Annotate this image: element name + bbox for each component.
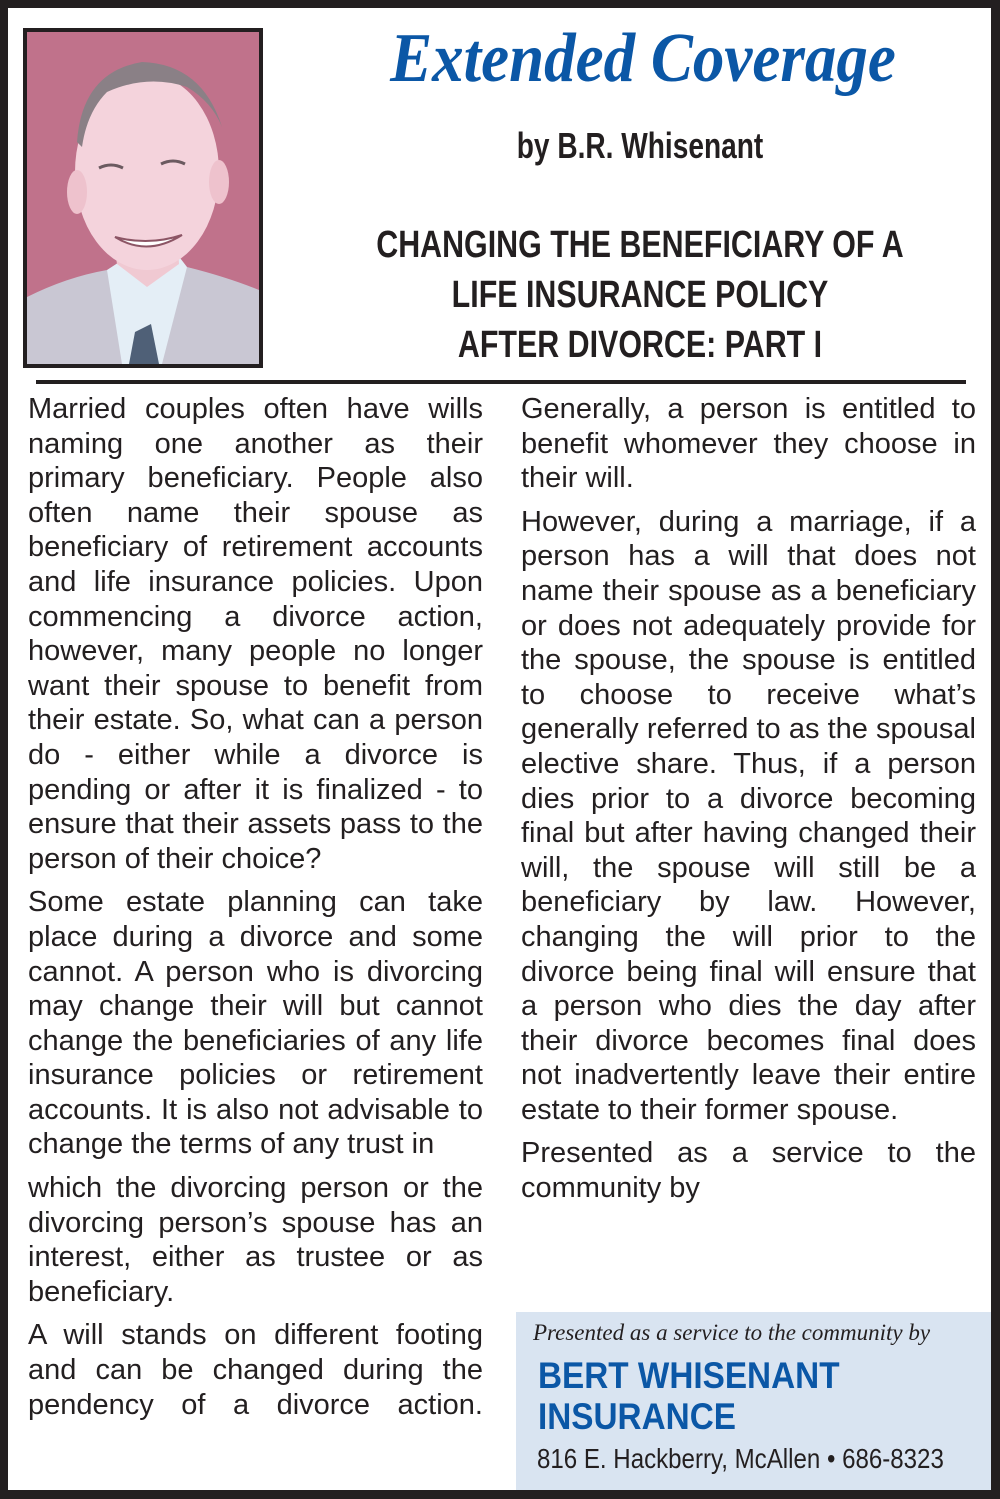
article-headline bbox=[290, 220, 990, 370]
article-paragraph: Some estate planning can take place during a divorce and some cannot. A person who is divorcing may change their will but cannot change the beneficiaries of any life insurance policies or retirement accounts. It is also not advisable to change the terms of any trust in bbox=[28, 886, 483, 1161]
sponsor-tagline: Presented as a service to the community by bbox=[533, 1320, 931, 1345]
article-paragraph: A will stands on different footing and can be changed during the pendency of a divorce action. bbox=[28, 1319, 483, 1421]
article-column-left bbox=[28, 392, 483, 1431]
headline-line: CHANGING THE BENEFICIARY OF A bbox=[376, 224, 904, 266]
byline: by B.R. Whisenant bbox=[516, 125, 764, 166]
article-paragraph: However, during a marriage, if a person has a will that does not name their spouse as a beneficiary or does not adequately provide for the spouse, the spouse is entitled to choose to receive what’s generally referred to as the spousal elective share. Thus, if a person dies prior to a divorce becoming final but after having changed their will, the spouse will still be a beneficiary by law. However, changing the will prior to the divorce being final will ensure that a person who dies the day after their divorce becomes final does not inadvertently leave their entire estate to their former spouse. bbox=[521, 505, 976, 1126]
sponsor-name-line: INSURANCE bbox=[538, 1396, 736, 1437]
author-portrait-image bbox=[27, 32, 259, 364]
headline-line: AFTER DIVORCE: PART I bbox=[457, 324, 823, 366]
headline-divider bbox=[36, 380, 966, 384]
column-title: Extended Coverage bbox=[390, 20, 896, 97]
author-photo bbox=[23, 28, 263, 368]
article-paragraph: Generally, a person is entitled to benefit whomever they choose in their will. bbox=[521, 393, 976, 495]
sponsor-address: 816 E. Hackberry, McAllen • 686-8323 bbox=[537, 1443, 944, 1474]
masthead bbox=[290, 14, 990, 166]
sponsor-box bbox=[516, 1312, 991, 1490]
article-column-right bbox=[521, 392, 976, 1215]
article-paragraph: which the divorcing person or the divorcing person’s spouse has an interest, either as trustee or as beneficiary. bbox=[28, 1172, 483, 1308]
sponsor-name-line: BERT WHISENANT bbox=[538, 1355, 840, 1396]
headline-line: LIFE INSURANCE POLICY bbox=[451, 274, 829, 316]
sponsor-name bbox=[538, 1355, 946, 1437]
article-paragraph: Presented as a service to the community by bbox=[521, 1137, 976, 1205]
article-paragraph: Married couples often have wills naming one another as their primary beneficiary. People also often name their spouse as beneficiary of retirement accounts and life insurance policies. Upon commencing a divorce action, however, many people no longer want their spouse to benefit from their estate. So, what can a person do - either while a divorce is pending or after it is finalized - to ensure that their assets pass to the person of their choice? bbox=[28, 393, 483, 875]
